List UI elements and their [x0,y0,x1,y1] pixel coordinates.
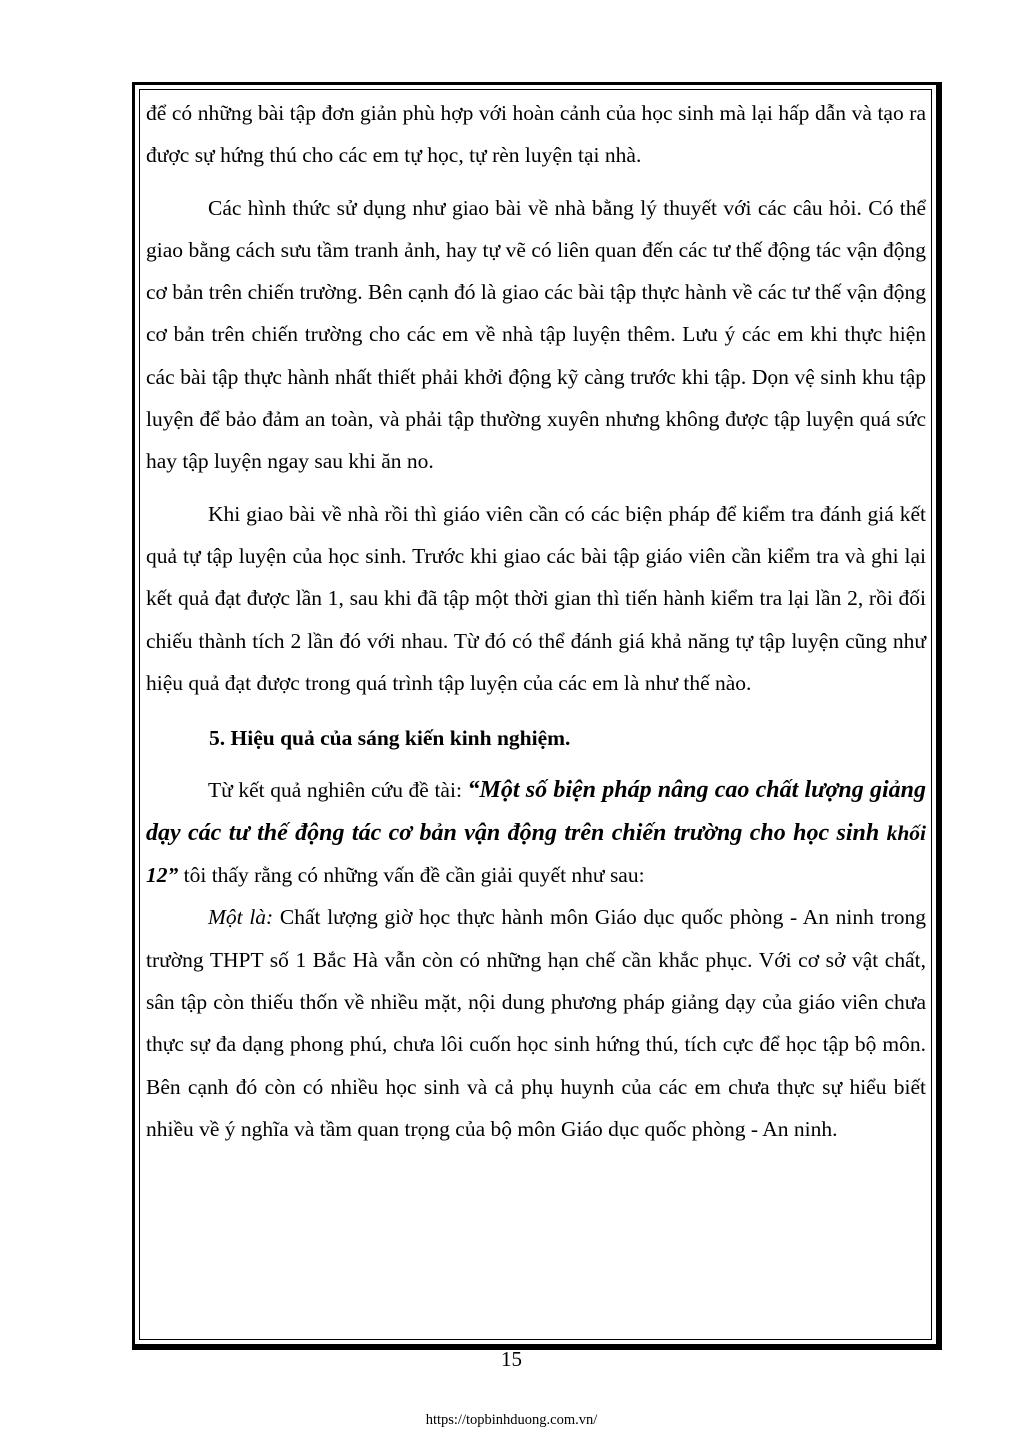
study-title-end: khối 12” [146,820,926,888]
paragraph-continuation: để có những bài tập đơn giản phù hợp với hoàn cảnh của học sinh mà lại hấp dẫn và tạo ra được sự hứng thú cho các em tự học, tự rèn luyện tại nhà. [146,101,926,168]
study-intro: Từ kết quả nghiên cứu đề tài: [208,778,468,803]
study-outro: tôi thấy rằng có những vấn đề cần giải quyết như sau: [178,863,645,888]
footer-url: https://topbinhduong.com.vn/ [425,1412,598,1428]
point-one-text: Chất lượng giờ học thực hành môn Giáo dục quốc phòng - An ninh trong trường THPT số 1 Bắc Hà vẫn còn có những hạn chế cần khắc phục. Với cơ sở vật chất, sân tập còn thiếu thốn về nhiều mặt, nội dung phương pháp giảng dạy của giáo viên chưa thực sự đa dạng phong phú, chưa lôi cuốn học sinh hứng thú, tích cực để học tập bộ môn. Bên cạnh đó còn có nhiều học sinh và cả phụ huynh của các em chưa thực sự hiểu biết nhiều về ý nghĩa và tầm quan trọng của bộ môn Giáo dục quốc phòng - An ninh. [146,905,926,1141]
paragraph-evaluation: Khi giao bài về nhà rồi thì giáo viên cần có các biện pháp để kiểm tra đánh giá kết quả tự tập luyện của học sinh. Trước khi giao các bài tập giáo viên cần kiểm tra và ghi lại kết quả đạt được lần 1, sau khi đã tập một thời gian thì tiến hành kiểm tra lại lần 2, rồi đối chiếu thành tích 2 lần đó với nhau. Từ đó có thể đánh giá khả năng tự tập luyện cũng như hiệu quả đạt được trong quá trình tập luyện của các em là như thế nào. [146,501,926,695]
paragraph-point-one [146,896,926,1150]
page-content [146,92,926,1150]
paragraph-home-exercises: Các hình thức sử dụng như giao bài về nhà bằng lý thuyết với các câu hỏi. Có thể giao bằng cách sưu tầm tranh ảnh, hay tự vẽ có liên quan đến các tư thế động tác vận động cơ bản trên chiến trường. Bên cạnh đó là giao các bài tập thực hành về các tư thế vận động cơ bản trên chiến trường cho các em về nhà tập luyện thêm. Lưu ý các em khi thực hiện các bài tập thực hành nhất thiết phải khởi động kỹ càng trước khi tập. Dọn vệ sinh khu tập luyện để bảo đảm an toàn, và phải tập thường xuyên nhưng không được tập luyện quá sức hay tập luyện ngay sau khi ăn no. [146,195,926,474]
study-title: “Một số biện pháp nâng cao chất lượng giảng dạy các tư thế động tác cơ bản vận động trên chiến trường cho học sinh [146,777,927,846]
page-number: 15 [501,1347,522,1371]
section-heading: 5. Hiệu quả của sáng kiến kinh nghiệm. [209,726,571,751]
paragraph-study-results [146,769,926,896]
point-one-label: Một là: [208,905,274,930]
